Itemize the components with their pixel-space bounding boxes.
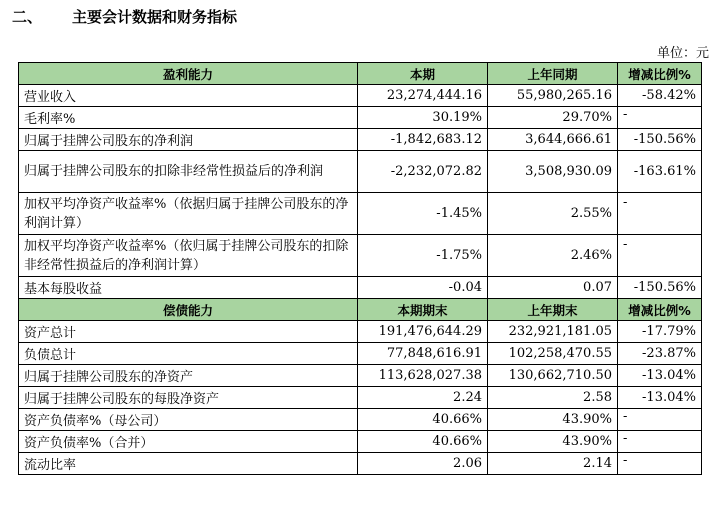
value-cell: 29.70% — [488, 107, 618, 129]
section-heading — [12, 6, 237, 27]
value-cell: 77,848,616.91 — [358, 343, 488, 365]
column-header: 盈利能力 — [19, 63, 358, 85]
table-row — [19, 235, 702, 277]
value-cell: 43.90% — [488, 431, 618, 453]
unit-label: 单位：元 — [656, 46, 709, 61]
value-cell: -1.75% — [358, 235, 488, 277]
row-label: 加权平均净资产收益率%（依归属于挂牌公司股东的扣除非经常性损益后的净利润计算） — [19, 235, 358, 277]
row-label: 加权平均净资产收益率%（依据归属于挂牌公司股东的净利润计算） — [19, 193, 358, 235]
change-cell: - — [618, 193, 702, 235]
table-row — [19, 431, 702, 453]
value-cell: -1.45% — [358, 193, 488, 235]
table-row — [19, 85, 702, 107]
change-cell: - — [618, 409, 702, 431]
section-header-row — [19, 63, 702, 85]
change-cell: - — [618, 453, 702, 475]
value-cell: 23,274,444.16 — [358, 85, 488, 107]
section-header-row — [19, 299, 702, 321]
row-label: 毛利率% — [19, 107, 358, 129]
row-label: 归属于挂牌公司股东的扣除非经常性损益后的净利润 — [19, 151, 358, 193]
column-header: 本期 — [358, 63, 488, 85]
value-cell: 2.46% — [488, 235, 618, 277]
row-label: 归属于挂牌公司股东的净利润 — [19, 129, 358, 151]
change-cell: - — [618, 107, 702, 129]
value-cell: 3,644,666.61 — [488, 129, 618, 151]
column-header: 上年期末 — [488, 299, 618, 321]
change-cell: -17.79% — [618, 321, 702, 343]
row-label: 资产负债率%（母公司） — [19, 409, 358, 431]
value-cell: 130,662,710.50 — [488, 365, 618, 387]
table-row — [19, 365, 702, 387]
table-row — [19, 151, 702, 193]
row-label: 资产负债率%（合并） — [19, 431, 358, 453]
value-cell: 30.19% — [358, 107, 488, 129]
change-cell: - — [618, 431, 702, 453]
row-label: 营业收入 — [19, 85, 358, 107]
change-cell: -13.04% — [618, 387, 702, 409]
change-cell: -23.87% — [618, 343, 702, 365]
table-row — [19, 409, 702, 431]
table-row — [19, 321, 702, 343]
value-cell: 102,258,470.55 — [488, 343, 618, 365]
change-cell: -58.42% — [618, 85, 702, 107]
table-row — [19, 277, 702, 299]
row-label: 归属于挂牌公司股东的每股净资产 — [19, 387, 358, 409]
change-cell: -13.04% — [618, 365, 702, 387]
value-cell: 191,476,644.29 — [358, 321, 488, 343]
value-cell: 2.24 — [358, 387, 488, 409]
value-cell: 55,980,265.16 — [488, 85, 618, 107]
value-cell: 43.90% — [488, 409, 618, 431]
row-label: 资产总计 — [19, 321, 358, 343]
table-row — [19, 129, 702, 151]
section-title: 主要会计数据和财务指标 — [72, 8, 238, 26]
value-cell: 2.55% — [488, 193, 618, 235]
table-row — [19, 343, 702, 365]
row-label: 基本每股收益 — [19, 277, 358, 299]
row-label: 负债总计 — [19, 343, 358, 365]
value-cell: 2.14 — [488, 453, 618, 475]
value-cell: -2,232,072.82 — [358, 151, 488, 193]
change-cell: -150.56% — [618, 277, 702, 299]
value-cell: 232,921,181.05 — [488, 321, 618, 343]
column-header: 本期期末 — [358, 299, 488, 321]
table-row — [19, 453, 702, 475]
section-number: 二、 — [12, 8, 43, 26]
value-cell: -0.04 — [358, 277, 488, 299]
column-header: 偿债能力 — [19, 299, 358, 321]
value-cell: 113,628,027.38 — [358, 365, 488, 387]
value-cell: -1,842,683.12 — [358, 129, 488, 151]
value-cell: 3,508,930.09 — [488, 151, 618, 193]
change-cell: -150.56% — [618, 129, 702, 151]
row-label: 流动比率 — [19, 453, 358, 475]
row-label: 归属于挂牌公司股东的净资产 — [19, 365, 358, 387]
change-cell: -163.61% — [618, 151, 702, 193]
value-cell: 2.06 — [358, 453, 488, 475]
financial-table — [18, 62, 702, 475]
value-cell: 0.07 — [488, 277, 618, 299]
column-header: 增减比例% — [618, 299, 702, 321]
change-cell: - — [618, 235, 702, 277]
table-row — [19, 107, 702, 129]
value-cell: 2.58 — [488, 387, 618, 409]
value-cell: 40.66% — [358, 431, 488, 453]
value-cell: 40.66% — [358, 409, 488, 431]
table-row — [19, 387, 702, 409]
column-header: 增减比例% — [618, 63, 702, 85]
column-header: 上年同期 — [488, 63, 618, 85]
table-row — [19, 193, 702, 235]
